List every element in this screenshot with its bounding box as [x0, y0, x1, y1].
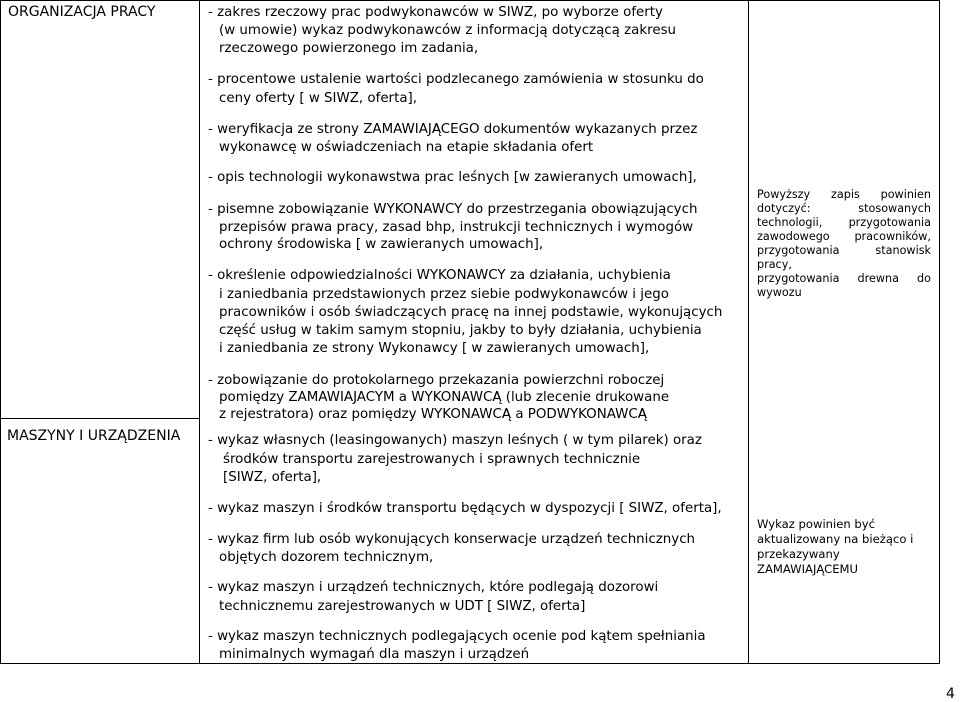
text-line: (w umowie) wykaz podwykonawców z informacją dotyczącą zakresu — [219, 23, 677, 38]
text-line: - wykaz własnych (leasingowanych) maszyn leśnych ( w tym pilarek) oraz — [208, 433, 702, 448]
note-line: dotyczyć: stosowanych — [757, 202, 931, 215]
text-line: - wykaz maszyn i urządzeń technicznych, które podlegają dozorowi — [208, 580, 659, 595]
text-line: - określenie odpowiedzialności WYKONAWCY za działania, uchybienia — [208, 268, 671, 283]
note-line: Powyższy zapis powinien — [757, 188, 931, 201]
text-line: i zaniedbania przedstawionych przez siebie podwykonawców i jego — [219, 287, 669, 302]
text-line: objętych dozorem technicznym, — [219, 550, 434, 565]
page-number: 4 — [946, 686, 955, 702]
text-line: z rejestratora) oraz pomiędzy WYKONAWCĄ a PODWYKONAWCĄ — [219, 407, 647, 422]
text-line: - weryfikacja ze strony ZAMAWIAJĄCEGO dokumentów wykazanych przez — [208, 122, 698, 137]
text-line: - opis technologii wykonawstwa prac leśnych [w zawieranych umowach], — [208, 170, 697, 185]
note-line: wywozu — [757, 286, 802, 299]
text-line: - wykaz firm lub osób wykonujących konserwacje urządzeń technicznych — [208, 532, 696, 547]
column-divider-2 — [748, 0, 749, 664]
text-line: - zobowiązanie do protokolarnego przekazania powierzchni roboczej — [208, 373, 665, 388]
text-line: - zakres rzeczowy prac podwykonawców w SIWZ, po wyborze oferty — [208, 5, 663, 20]
text-line: część usług w takim samym stopniu, jakby to były działania, uchybienia — [219, 323, 702, 338]
text-line: i zaniedbania ze strony Wykonawcy [ w zawieranych umowach], — [219, 341, 650, 356]
text-line: pracowników i osób świadczących pracę na innej podstawie, wykonujących — [219, 305, 723, 320]
note-line: przygotowania drewna do — [757, 272, 931, 285]
text-line: [SIWZ, oferta], — [223, 470, 322, 485]
row-divider — [0, 418, 200, 419]
column-divider-1 — [199, 0, 200, 664]
table-top-border — [0, 0, 940, 1]
text-line: minimalnych wymagań dla maszyn i urządzeń — [219, 647, 530, 662]
text-line: - pisemne zobowiązanie WYKONAWCY do przestrzegania obowiązujących — [208, 202, 698, 217]
text-line: pomiędzy ZAMAWIAJACYM a WYKONAWCĄ (lub zlecenie drukowane — [219, 390, 670, 405]
text-line: przepisów prawa pracy, zasad bhp, instrukcji technicznych i wymogów — [219, 220, 694, 235]
note-line: technologii, przygotowania — [757, 216, 931, 229]
note-organizacja — [757, 188, 931, 300]
note-line: Wykaz powinien być — [757, 517, 875, 531]
text-line: rzeczowego powierzonego im zadania, — [219, 41, 479, 56]
note-line: przekazywany ZAMAWIAJĄCEMU — [757, 547, 859, 576]
text-line: ceny oferty [ w SIWZ, oferta], — [219, 91, 418, 106]
text-line: wykonawcę w oświadczeniach na etapie składania ofert — [219, 140, 594, 155]
section-title-organizacja: ORGANIZACJA PRACY — [8, 4, 156, 20]
table-right-border — [939, 0, 940, 664]
text-line: ochrony środowiska [ w zawieranych umowach], — [219, 237, 544, 252]
note-line: zawodowego pracowników, — [757, 230, 931, 243]
note-maszyny — [757, 517, 937, 577]
section-title-maszyny: MASZYNY I URZĄDZENIA — [7, 428, 181, 444]
table-left-border — [0, 0, 1, 664]
text-line: - procentowe ustalenie wartości podzlecanego zamówienia w stosunku do — [208, 72, 704, 87]
text-line: - wykaz maszyn i środków transportu będących w dyspozycji [ SIWZ, oferta], — [208, 501, 722, 516]
table-bottom-border — [0, 663, 940, 664]
note-line: aktualizowany na bieżąco i — [757, 532, 914, 546]
text-line: technicznemu zarejestrowanych w UDT [ SIWZ, oferta] — [219, 599, 586, 614]
note-line: przygotowania stanowisk pracy, — [757, 244, 931, 271]
text-line: - wykaz maszyn technicznych podlegających ocenie pod kątem spełniania — [208, 629, 706, 644]
text-line: środków transportu zarejestrowanych i sprawnych technicznie — [223, 452, 641, 467]
